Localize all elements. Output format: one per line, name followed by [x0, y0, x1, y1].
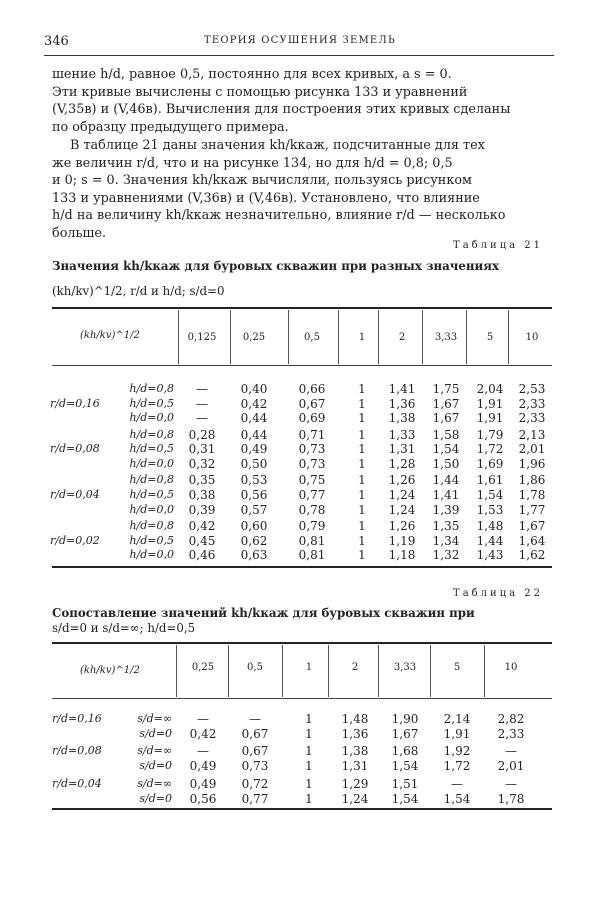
table22-cell: 1,67 [391, 726, 419, 741]
table22-caption-1: Сопоставление значений kh/kкаж для буровых скважин при [52, 606, 475, 620]
table21-cell: 1 [358, 382, 366, 396]
table21-cell: 0,79 [298, 518, 326, 533]
table21-top-rule [52, 307, 552, 309]
table22-cell: 1 [305, 744, 313, 759]
table21-row-label: h/d=0,5 [129, 396, 174, 410]
table21-cell: 1,58 [432, 427, 460, 442]
table21-cell: 1,75 [432, 382, 460, 396]
table21-caption-1: Значения kh/kкаж для буровых скважин при разных значениях [52, 259, 500, 273]
table22-column-rule [430, 645, 431, 697]
table21-column-rule [230, 310, 231, 364]
table22-column-header: 5 [453, 662, 461, 673]
table21-cell: 0,45 [188, 533, 216, 548]
table22-cell: 0,42 [189, 726, 217, 741]
table21-cell: 1 [358, 473, 366, 488]
table21-cell: 0,73 [298, 442, 326, 457]
table21-column-rule [288, 310, 289, 364]
table21-cell: 1,38 [388, 411, 416, 426]
table21-column-rule [178, 310, 179, 364]
table22-cell: 1,48 [341, 712, 369, 726]
table22-bottom-rule [52, 808, 552, 810]
table21-group-label: r/d=0,16 [50, 396, 100, 410]
table22-column-header: 10 [504, 662, 518, 673]
table21-column-header: 0,125 [187, 332, 217, 343]
text-line: шение h/d, равное 0,5, постоянно для всех кривых, а s = 0. [52, 67, 452, 82]
table21-cell: 1,91 [476, 411, 504, 426]
table21-cell: 1,41 [432, 487, 460, 502]
text-line: h/d на величину kh/kкаж незначительно, влияние r/d — несколько [52, 208, 506, 224]
table22-cell: 1 [305, 759, 313, 774]
table21-cell: 1 [358, 442, 366, 457]
text-line: В таблице 21 даны значения kh/kкаж, подсчитанные для тех [70, 138, 485, 153]
table22-cell: 1,90 [391, 712, 419, 726]
table22-cell: 2,01 [497, 759, 525, 774]
table22-cell: 1 [305, 726, 313, 741]
table22-cell: 1,38 [341, 744, 369, 759]
table22-cell: 1 [305, 791, 313, 806]
table21-cell: 1,35 [432, 518, 460, 533]
table21-cell: 1,77 [518, 502, 546, 517]
table22-cell: — [197, 744, 209, 759]
table21-cell: 1,24 [388, 487, 416, 502]
table22-cell: — [505, 744, 517, 759]
table22-column-header: 2 [351, 662, 359, 673]
table21-cell: 1,96 [518, 457, 546, 471]
table21-cell: 0,81 [298, 533, 326, 548]
table21-header-rule [52, 365, 552, 366]
table22-column-rule [228, 645, 229, 697]
text-line: и 0; s = 0. Значения kh/kкаж вычисляли, пользуясь рисунком [52, 173, 472, 189]
table21-cell: 0,46 [188, 548, 216, 563]
table21-cell: 0,28 [188, 427, 216, 442]
table21-cell: 1,78 [518, 487, 546, 502]
table21-cell: 1,67 [432, 396, 460, 411]
table22-cell: 0,49 [189, 776, 217, 791]
table21-cell: 0,50 [240, 457, 268, 471]
table21-cell: 1,50 [432, 457, 460, 471]
table21-cell: 1,44 [432, 473, 460, 488]
table21-cell: 0,78 [298, 502, 326, 517]
table21-cell: 1,64 [518, 533, 546, 548]
table21-cell: 1,69 [476, 457, 504, 471]
table22-cell: — [197, 712, 209, 726]
table21-cell: 0,53 [240, 473, 268, 488]
table22-group-label: r/d=0,08 [52, 744, 102, 758]
table22-column-rule [484, 645, 485, 697]
table22-group-label: r/d=0,16 [52, 712, 102, 725]
table21-cell: 0,38 [188, 487, 216, 502]
table22-cell: 1,36 [341, 726, 369, 741]
table22-cell: 2,33 [497, 726, 525, 741]
table22-top-rule [52, 642, 552, 644]
table21-cell: 2,53 [518, 382, 546, 396]
table21-row-label: h/d=0,0 [129, 502, 174, 516]
table22-cell: 1,51 [391, 776, 419, 791]
table21-cell: 0,56 [240, 487, 268, 502]
table21-cell: 1,67 [518, 518, 546, 533]
text-line: (V,35в) и (V,46в). Вычисления для построения этих кривых сделаны [52, 102, 511, 118]
table21-cell: 1,36 [388, 396, 416, 411]
table21-cell: 0,40 [240, 382, 268, 396]
table22-cell: — [249, 712, 261, 726]
table22-cell: 0,72 [241, 776, 269, 791]
table22-cell: — [451, 776, 463, 791]
table21-cell: 2,01 [518, 442, 546, 457]
table21-row-label: h/d=0,0 [129, 411, 174, 425]
table22-column-header: 3,33 [393, 662, 417, 673]
table21-cell: 0,31 [188, 442, 216, 457]
table21-column-header: 5 [486, 332, 494, 343]
table22-cell: 0,49 [189, 759, 217, 774]
table21-cell: 1,44 [476, 533, 504, 548]
table22-cell: 1,54 [443, 791, 471, 806]
paragraph-2 [52, 137, 552, 243]
table21-column-rule [338, 310, 339, 364]
table22-cell: 0,67 [241, 726, 269, 741]
table21-cell: 1,79 [476, 427, 504, 442]
table21-cell: 1 [358, 457, 366, 471]
table21-column-header: 0,5 [304, 332, 320, 343]
table21-row-label: h/d=0,0 [129, 457, 174, 470]
table21-cell: 1,72 [476, 442, 504, 457]
table22-cell: 1,31 [341, 759, 369, 774]
table21-row-label: h/d=0,8 [129, 382, 174, 395]
table22-cell: 1,78 [497, 791, 525, 806]
table21-column-header: 0,25 [242, 332, 266, 343]
table21-cell: 1,19 [388, 533, 416, 548]
text-line: 133 и уравнениями (V,36в) и (V,46в). Установлено, что влияние [52, 190, 480, 206]
table22-row-label: s/d=∞ [137, 712, 172, 725]
table22-cell: 0,73 [241, 759, 269, 774]
table21-cell: 1,67 [432, 411, 460, 426]
table21-group-label: r/d=0,08 [50, 442, 100, 456]
table21-cell: 0,42 [240, 396, 268, 411]
table21-bottom-rule [52, 566, 552, 568]
table21-cell: 2,04 [476, 382, 504, 396]
table22-row-label: s/d=0 [139, 759, 172, 773]
table21-cell: — [196, 396, 208, 411]
table22-label: Таблица 22 [453, 588, 543, 599]
table22-row-label: s/d=∞ [137, 776, 172, 790]
table21-cell: 1 [358, 502, 366, 517]
table21-cell: 1,34 [432, 533, 460, 548]
table21-group-label: r/d=0,04 [50, 487, 100, 501]
table22-column-rule [282, 645, 283, 697]
text-line: же величин r/d, что и на рисунке 134, но для h/d = 0,8; 0,5 [52, 155, 453, 171]
table22-cell: — [505, 776, 517, 791]
table21-cell: 0,63 [240, 548, 268, 563]
table22-cell: 1,92 [443, 744, 471, 759]
table22-row-label: s/d=0 [139, 726, 172, 740]
table22-cell: 1 [305, 776, 313, 791]
table21-cell: 1,26 [388, 518, 416, 533]
table21-cell: — [196, 382, 208, 396]
table22-group-label: r/d=0,04 [52, 776, 102, 790]
table21-cell: — [196, 411, 208, 426]
table22-caption-2: s/d=0 и s/d=∞; h/d=0,5 [52, 621, 196, 635]
table21-cell: 0,66 [298, 382, 326, 396]
table21-cell: 1,43 [476, 548, 504, 563]
table21-cell: 0,75 [298, 473, 326, 488]
table22-cell: 0,56 [189, 791, 217, 806]
table21-cell: 0,67 [298, 396, 326, 411]
table21-cell: 2,33 [518, 411, 546, 426]
table21-cell: 1,86 [518, 473, 546, 488]
table21-cell: 0,57 [240, 502, 268, 517]
table21-cell: 1 [358, 411, 366, 426]
table21-cell: 1,32 [432, 548, 460, 563]
table21-cell: 1,91 [476, 396, 504, 411]
table22-cell: 2,14 [443, 712, 471, 726]
table22-row-label: s/d=∞ [137, 744, 172, 758]
running-title: ТЕОРИЯ ОСУШЕНИЯ ЗЕМЕЛЬ [204, 35, 396, 46]
table21-cell: 1,18 [388, 548, 416, 563]
table21-cell: 1,54 [432, 442, 460, 457]
table21-cell: 0,77 [298, 487, 326, 502]
table21-cell: 1,54 [476, 487, 504, 502]
table21-cell: 1,62 [518, 548, 546, 563]
table21-cell: 1 [358, 487, 366, 502]
table21-cell: 1,48 [476, 518, 504, 533]
table21-row-label: h/d=0,8 [129, 518, 174, 532]
table21-cell: 2,13 [518, 427, 546, 442]
page-header [44, 34, 554, 54]
table21-cell: 1 [358, 396, 366, 411]
table21-cell: 1,24 [388, 502, 416, 517]
table21-cell: 1 [358, 548, 366, 563]
table21-group-label: r/d=0,02 [50, 533, 100, 547]
table21-cell: 0,39 [188, 502, 216, 517]
table22-column-header: 1 [305, 662, 313, 673]
table22-header-label: (kh/kv)^1/2 [80, 665, 140, 676]
table21-cell: 1 [358, 533, 366, 548]
table21-column-header: 10 [525, 332, 539, 343]
table21-cell: 0,42 [188, 518, 216, 533]
table21-cell: 0,44 [240, 427, 268, 442]
header-rule [44, 55, 554, 56]
table21-cell: 0,71 [298, 427, 326, 442]
table21-row-label: h/d=0,8 [129, 473, 174, 487]
table21-cell: 2,33 [518, 396, 546, 411]
table21-cell: 1 [358, 518, 366, 533]
table21-cell: 0,44 [240, 411, 268, 426]
table22-column-header: 0,5 [247, 662, 263, 673]
table21-row-label: h/d=0,5 [129, 487, 174, 501]
table21-row-label: h/d=0,5 [129, 533, 174, 547]
table21-label: Таблица 21 [453, 240, 543, 251]
table22-header-rule [52, 698, 552, 699]
table22-cell: 0,77 [241, 791, 269, 806]
table21-column-header: 1 [358, 332, 366, 343]
table22-column-header: 0,25 [191, 662, 215, 673]
table21-cell: 1,61 [476, 473, 504, 488]
table21-cell: 1,31 [388, 442, 416, 457]
table21-cell: 1,53 [476, 502, 504, 517]
table21-cell: 0,32 [188, 457, 216, 471]
table21-column-header: 3,33 [434, 332, 458, 343]
page-number: 346 [44, 34, 69, 49]
table22-cell: 1,91 [443, 726, 471, 741]
table22-row-label: s/d=0 [139, 791, 172, 805]
table21-cell: 0,69 [298, 411, 326, 426]
text-line: больше. [52, 225, 107, 241]
table22-cell: 1,54 [391, 759, 419, 774]
table21-cell: 0,60 [240, 518, 268, 533]
table21-cell: 1,26 [388, 473, 416, 488]
table21-cell: 1 [358, 427, 366, 442]
table22-cell: 1,29 [341, 776, 369, 791]
table21-row-label: h/d=0,5 [129, 442, 174, 456]
table21-cell: 0,49 [240, 442, 268, 457]
table21-row-label: h/d=0,8 [129, 427, 174, 441]
table21-cell: 1,33 [388, 427, 416, 442]
table22-cell: 1,72 [443, 759, 471, 774]
table21-cell: 0,73 [298, 457, 326, 471]
table21-cell: 1,41 [388, 382, 416, 396]
table21-cell: 0,81 [298, 548, 326, 563]
table21-cell: 0,35 [188, 473, 216, 488]
table22-cell: 1,54 [391, 791, 419, 806]
table22-cell: 1,24 [341, 791, 369, 806]
table21-column-header: 2 [398, 332, 406, 343]
table21-header-label: (kh/kv)^1/2 [80, 330, 140, 341]
text-line: Эти кривые вычислены с помощью рисунка 133 и уравнений [52, 84, 468, 100]
text-line: по образцу предыдущего примера. [52, 119, 289, 135]
table22-cell: 1 [305, 712, 313, 726]
table22-cell: 2,82 [497, 712, 525, 726]
paragraph-1 [52, 66, 552, 136]
table22-column-rule [176, 645, 177, 697]
table21-cell: 0,62 [240, 533, 268, 548]
table21-row-label: h/d=0,0 [129, 548, 174, 562]
table21-caption-2: (kh/kv)^1/2, r/d и h/d; s/d=0 [52, 284, 225, 298]
table22-cell: 0,67 [241, 744, 269, 759]
table21-cell: 1,39 [432, 502, 460, 517]
table22-cell: 1,68 [391, 744, 419, 759]
table21-cell: 1,28 [388, 457, 416, 471]
